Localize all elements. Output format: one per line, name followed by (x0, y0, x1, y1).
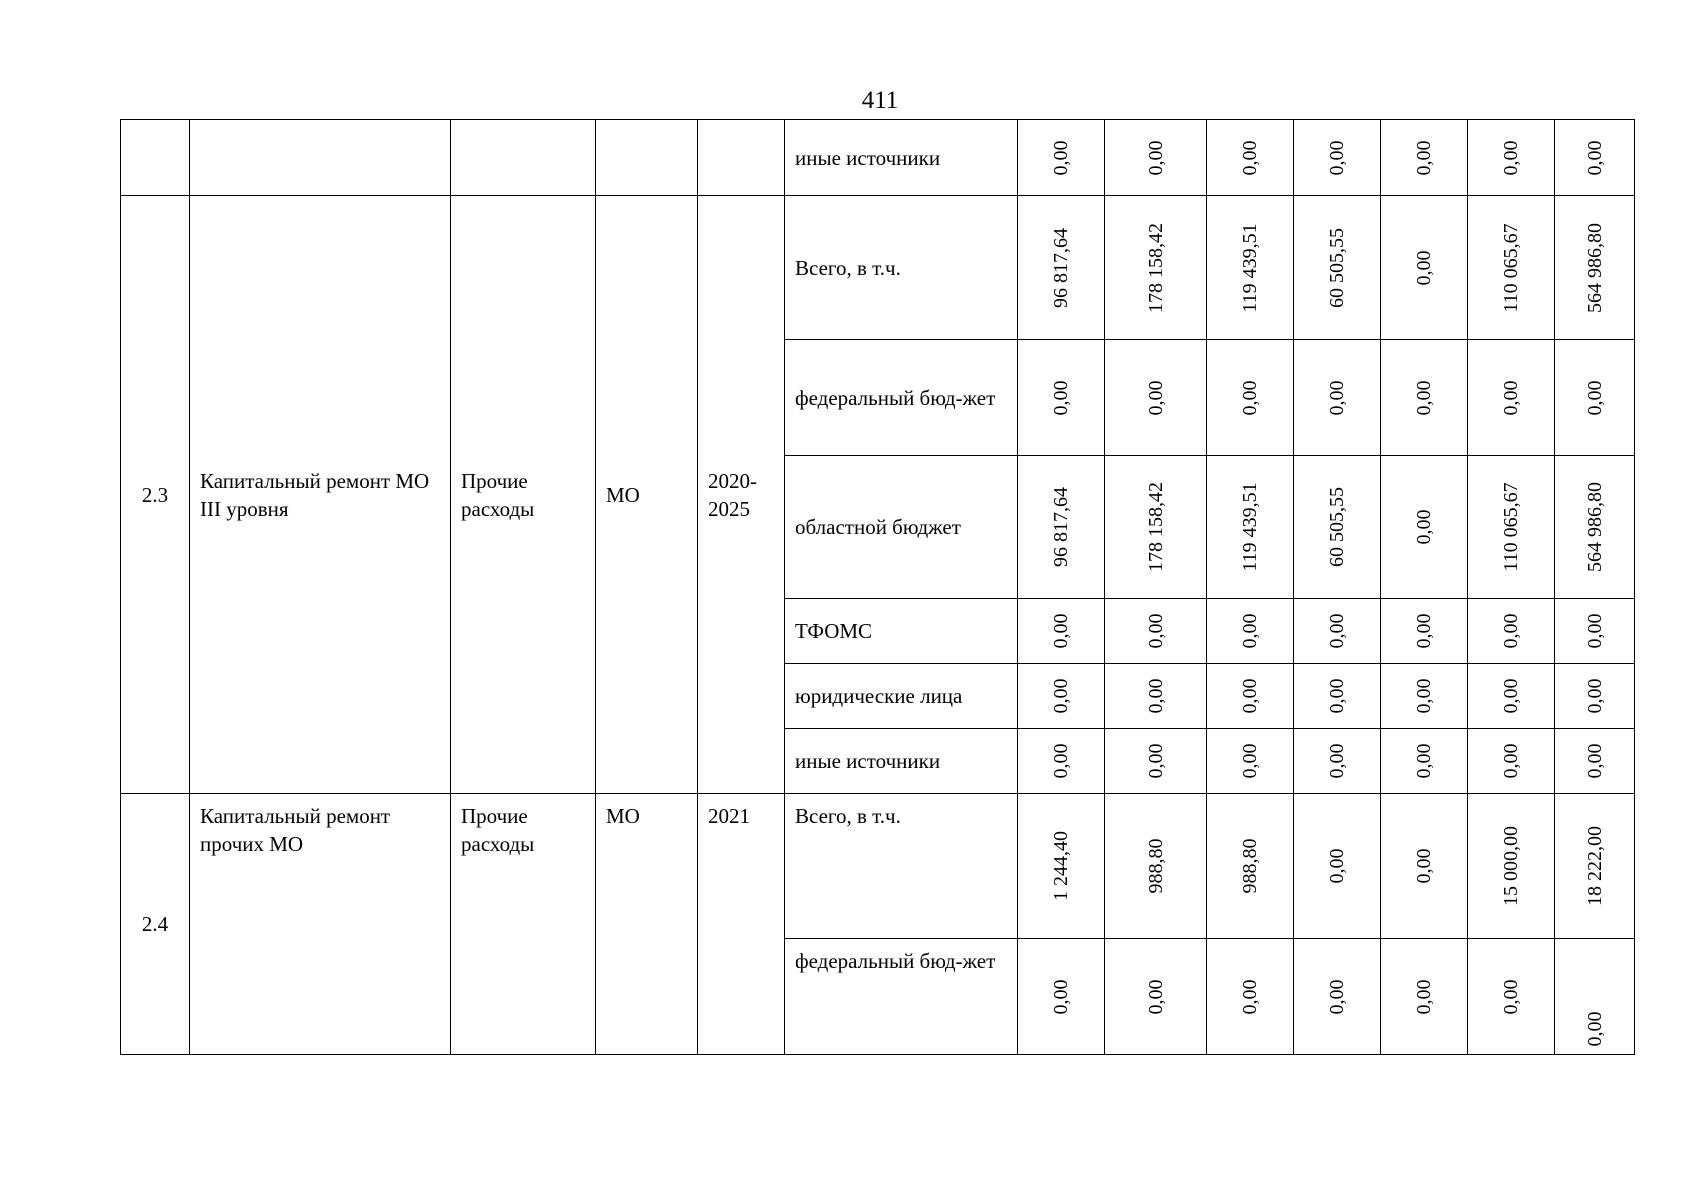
value-cell: 96 817,64 (1018, 196, 1105, 340)
table-row-2-3-total (121, 196, 1635, 340)
value-cell: 0,00 (1294, 340, 1381, 456)
source-label: Всего, в т.ч. (785, 794, 1018, 939)
executor: МО (596, 794, 698, 1055)
value-cell: 0,00 (1381, 340, 1468, 456)
value-cell: 0,00 (1555, 939, 1635, 1055)
page-number: 411 (861, 87, 899, 114)
source-label: федеральный бюд-жет (785, 939, 1018, 1055)
item-name: Капитальный ремонт МО III уровня (190, 196, 451, 794)
value-cell: 0,00 (1468, 939, 1555, 1055)
source-label: иные источники (785, 120, 1018, 196)
value-cell: 0,00 (1555, 664, 1635, 729)
value-cell: 0,00 (1207, 664, 1294, 729)
item-number: 2.3 (121, 196, 190, 794)
value-cell: 0,00 (1294, 599, 1381, 664)
value-cell: 0,00 (1105, 120, 1207, 196)
value-cell: 0,00 (1294, 939, 1381, 1055)
value-cell: 0,00 (1468, 664, 1555, 729)
value-cell: 0,00 (1018, 340, 1105, 456)
value-cell: 0,00 (1555, 599, 1635, 664)
value-cell: 988,80 (1105, 794, 1207, 939)
value-cell: 0,00 (1555, 340, 1635, 456)
empty-cell (451, 120, 596, 196)
value-cell: 1 244,40 (1018, 794, 1105, 939)
value-cell: 0,00 (1468, 599, 1555, 664)
table-row-prev-other (121, 120, 1635, 196)
value-cell: 178 158,42 (1105, 456, 1207, 599)
value-cell: 0,00 (1468, 340, 1555, 456)
value-cell: 0,00 (1294, 664, 1381, 729)
value-cell: 110 065,67 (1468, 456, 1555, 599)
value-cell: 96 817,64 (1018, 456, 1105, 599)
period: 2021 (698, 794, 785, 1055)
value-cell: 119 439,51 (1207, 196, 1294, 340)
value-cell: 0,00 (1381, 939, 1468, 1055)
value-cell: 0,00 (1294, 729, 1381, 794)
value-cell: 0,00 (1207, 340, 1294, 456)
value-cell: 110 065,67 (1468, 196, 1555, 340)
value-cell: 0,00 (1105, 729, 1207, 794)
value-cell: 0,00 (1294, 120, 1381, 196)
expense-type: Прочие расходы (451, 196, 596, 794)
value-cell: 0,00 (1555, 120, 1635, 196)
item-name: Капитальный ремонт прочих МО (190, 794, 451, 1055)
value-cell: 0,00 (1381, 120, 1468, 196)
value-cell: 0,00 (1018, 664, 1105, 729)
value-cell: 0,00 (1018, 939, 1105, 1055)
empty-cell (190, 120, 451, 196)
source-label: юридические лица (785, 664, 1018, 729)
value-cell: 0,00 (1207, 599, 1294, 664)
value-cell: 0,00 (1381, 794, 1468, 939)
item-number: 2.4 (121, 794, 190, 1055)
value-cell: 0,00 (1381, 196, 1468, 340)
source-label: областной бюджет (785, 456, 1018, 599)
executor: МО (596, 196, 698, 794)
value-cell: 0,00 (1207, 729, 1294, 794)
source-label: иные источники (785, 729, 1018, 794)
value-cell: 0,00 (1555, 729, 1635, 794)
value-cell: 15 000,00 (1468, 794, 1555, 939)
value-cell: 0,00 (1105, 599, 1207, 664)
expense-type: Прочие расходы (451, 794, 596, 1055)
value-cell: 119 439,51 (1207, 456, 1294, 599)
budget-table (120, 119, 1635, 1055)
value-cell: 0,00 (1105, 664, 1207, 729)
value-cell: 18 222,00 (1555, 794, 1635, 939)
value-cell: 0,00 (1207, 120, 1294, 196)
table-row-2-4-total (121, 794, 1635, 939)
value-cell: 0,00 (1381, 456, 1468, 599)
value-cell: 0,00 (1294, 794, 1381, 939)
source-label: Всего, в т.ч. (785, 196, 1018, 340)
value-cell: 0,00 (1207, 939, 1294, 1055)
value-cell: 0,00 (1018, 729, 1105, 794)
value-cell: 988,80 (1207, 794, 1294, 939)
value-cell: 564 986,80 (1555, 456, 1635, 599)
value-cell: 60 505,55 (1294, 196, 1381, 340)
value-cell: 0,00 (1468, 729, 1555, 794)
value-cell: 0,00 (1018, 599, 1105, 664)
source-label: федеральный бюд-жет (785, 340, 1018, 456)
value-cell: 0,00 (1381, 729, 1468, 794)
value-cell: 0,00 (1381, 599, 1468, 664)
period: 2020-2025 (698, 196, 785, 794)
value-cell: 60 505,55 (1294, 456, 1381, 599)
value-cell: 0,00 (1381, 664, 1468, 729)
value-cell: 0,00 (1468, 120, 1555, 196)
value-cell: 564 986,80 (1555, 196, 1635, 340)
empty-cell (698, 120, 785, 196)
value-cell: 178 158,42 (1105, 196, 1207, 340)
empty-cell (596, 120, 698, 196)
value-cell: 0,00 (1105, 939, 1207, 1055)
value-cell: 0,00 (1105, 340, 1207, 456)
empty-cell (121, 120, 190, 196)
value-cell: 0,00 (1018, 120, 1105, 196)
source-label: ТФОМС (785, 599, 1018, 664)
